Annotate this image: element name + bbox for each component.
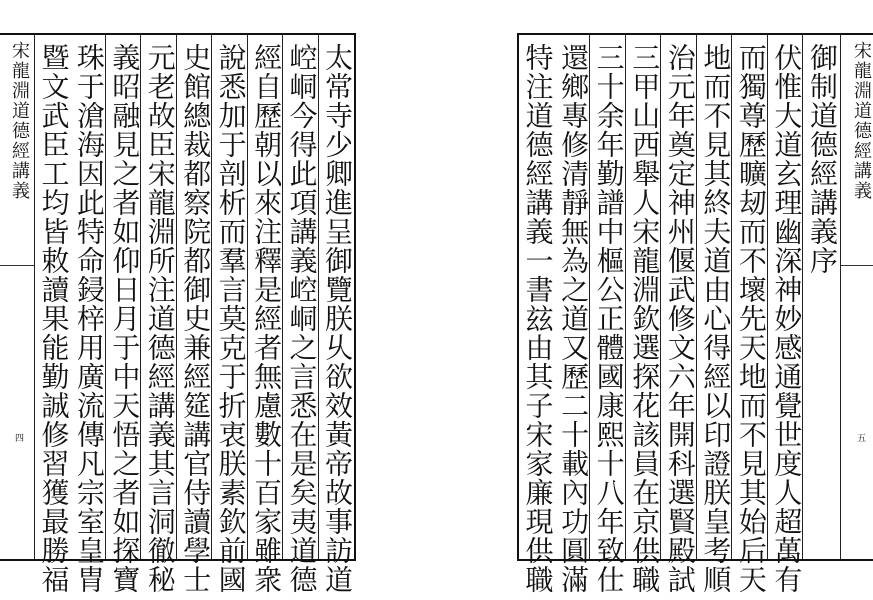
text-column — [590, 35, 626, 594]
text-column — [555, 35, 591, 594]
column-text: 三十余年勤譜中樞公正體國康熙十八年致仕 — [592, 43, 626, 594]
column-text: 三甲山西舉人宋龍淵欽選探花該員在京供職 — [628, 43, 662, 594]
column-text: 而獨尊歷曠刼而不壞先天地而不見其始后天 — [734, 43, 768, 594]
text-column — [626, 35, 662, 594]
text-column — [661, 35, 697, 594]
left-margin-column — [0, 35, 35, 559]
column-text: 暨文武臣工均皆敕讀果能勤誠修習獲最勝福 — [37, 43, 71, 594]
column-text: 太常寺少卿進呈御覽朕乆欲效黃帝故事訪道 — [320, 43, 354, 594]
left-page-frame — [0, 33, 356, 594]
right-text-columns — [519, 35, 839, 594]
right-margin-column — [840, 35, 873, 559]
text-column — [803, 35, 839, 559]
column-text: 崆峒今得此項講義崆峒之言悉在是矣夷道德 — [285, 43, 319, 594]
text-column — [70, 35, 106, 594]
column-text: 珠于滄海因此特命鋟梓用廣流傳凡宗室皇胄 — [72, 43, 106, 594]
text-column — [697, 35, 733, 594]
text-column — [106, 35, 142, 594]
text-column — [212, 35, 248, 594]
column-text: 御制道德經講義序 — [805, 43, 839, 275]
left-page-header-title: 宋龍淵道德經講義 — [9, 41, 30, 201]
column-text: 特注道德經講義一書玆由其子宋家廉現供職 — [521, 43, 555, 594]
column-text: 地而不見其終夫道由心得經以印證朕皇考順 — [699, 43, 733, 594]
left-text-columns — [35, 35, 354, 594]
right-page-folio: 五 — [855, 433, 865, 442]
text-column — [35, 35, 71, 594]
right-page-frame — [517, 33, 873, 594]
right-margin-rule — [841, 265, 873, 266]
text-column — [732, 35, 768, 594]
right-page-header-title: 宋龍淵道德經講義 — [851, 41, 872, 201]
text-column — [248, 35, 284, 594]
column-text: 說悉加于剖析而羣言莫克于折衷朕素欽前國 — [214, 43, 248, 594]
column-text: 還鄉專修清靜無為之道又歷二十載內功圓滿 — [557, 43, 591, 594]
text-column — [283, 35, 319, 594]
column-text: 伏惟大道玄理幽深神妙感通覺世度人超萬有 — [770, 43, 804, 594]
text-column — [177, 35, 213, 594]
text-column — [319, 35, 354, 594]
column-text: 經自歷朝以來注釋是經者無慮數十百家雖衆 — [250, 43, 284, 594]
left-margin-rule — [0, 265, 34, 266]
left-page-folio: 四 — [13, 433, 23, 442]
column-text: 史館總裁都察院都御史兼經筵講官侍讀學士 — [179, 43, 213, 594]
text-column — [141, 35, 177, 594]
text-column — [519, 35, 555, 594]
column-text: 治元年奠定神州偃武修文六年開科選賢殿試 — [663, 43, 697, 594]
column-text: 元老故臣宋龍淵所注道德經講義其言洞徹秘 — [143, 43, 177, 594]
text-column — [768, 35, 804, 594]
column-text: 義昭融見之者如仰日月于中天悟之者如探寶 — [108, 43, 142, 594]
